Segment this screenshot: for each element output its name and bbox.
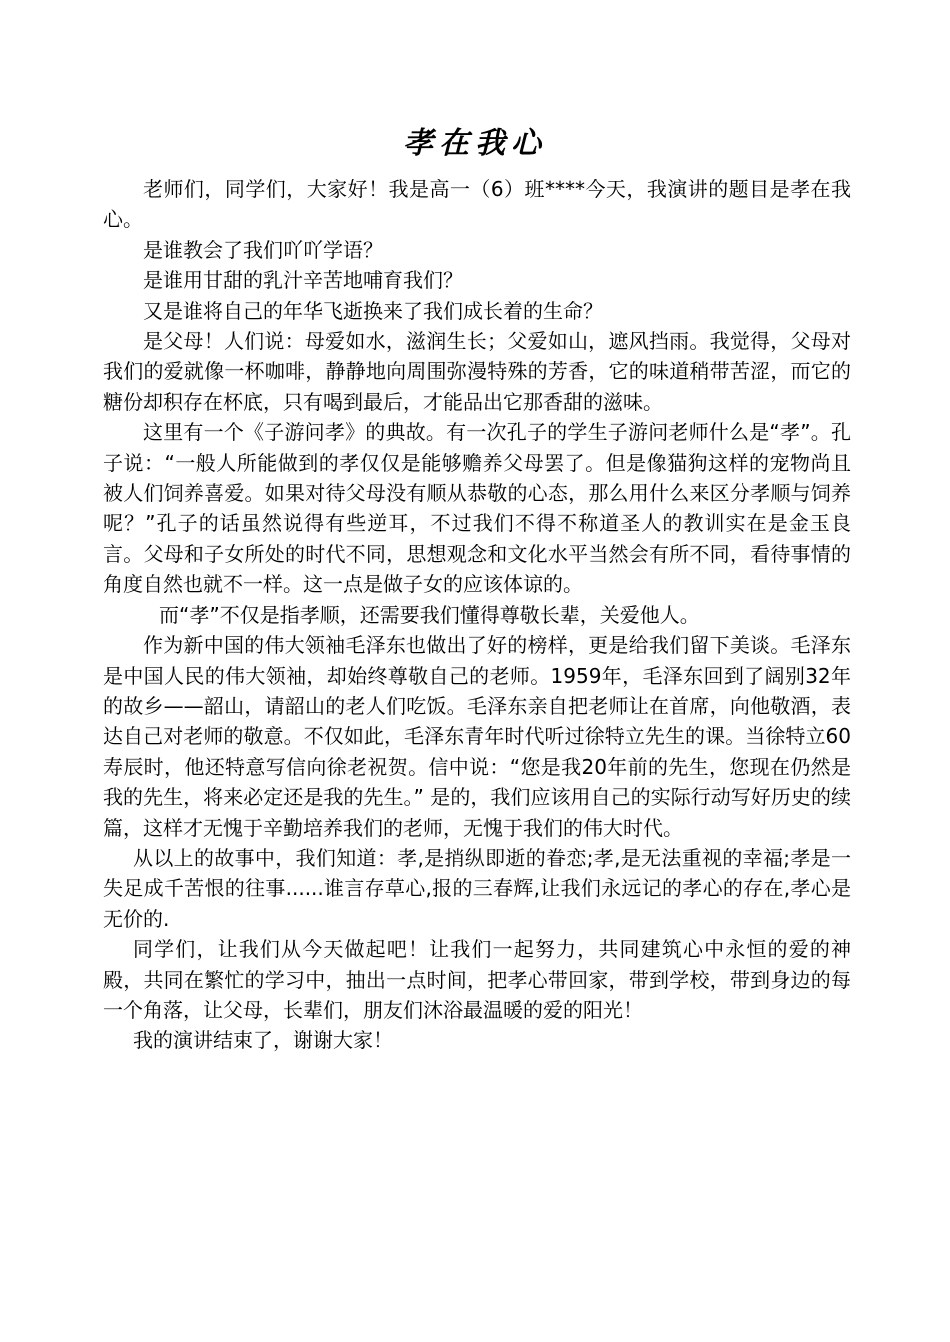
paragraph-call-to-action: 同学们，让我们从今天做起吧！让我们一起努力，共同建筑心中永恒的爱的神殿，共同在繁忙的学习中，抽出一点时间，把孝心带回家，带到学校，带到身边的每一个角落，让父母，长辈们，朋友们沐浴最温暖的爱的阳光！	[103, 937, 851, 1022]
document-body	[103, 174, 851, 1056]
paragraph-closing: 我的演讲结束了，谢谢大家！	[133, 1028, 393, 1053]
document-title: 孝在我心	[403, 126, 547, 161]
paragraph-question-2: 是谁用甘甜的乳汁辛苦地哺育我们？	[143, 268, 463, 293]
paragraph-question-3: 又是谁将自己的年华飞逝换来了我们成长着的生命？	[143, 298, 603, 323]
paragraph-ziyou-story: 这里有一个《子游问孝》的典故。有一次孔子的学生子游问老师什么是“孝”。孔子说：“一般人所能做到的孝仅仅是能够赡养父母罢了。但是像猫狗这样的宠物尚且被人们饲养喜爱。如果对待父母没有顺从恭敬的心态，那么用什么来区分孝顺与饲养呢？”孔子的话虽然说得有些逆耳，不过我们不得不称道圣人的教训实在是金玉良言。父母和子女所处的时代不同，思想观念和文化水平当然会有所不同，看待事情的角度自然也就不一样。这一点是做子女的应该体谅的。	[103, 420, 851, 597]
paragraph-respect-elders: 而“孝”不仅是指孝顺，还需要我们懂得尊敬长辈，关爱他人。	[159, 602, 700, 627]
paragraph-mao-story: 作为新中国的伟大领袖毛泽东也做出了好的榜样，更是给我们留下美谈。毛泽东是中国人民的伟大领袖，却始终尊敬自己的老师。1959年，毛泽东回到了阔别32年的故乡——韶山，请韶山的老人们吃饭。毛泽东亲自把老师让在首席，向他敬酒，表达自己对老师的敬意。不仅如此，毛泽东青年时代听过徐特立先生的课。当徐特立60寿辰时，他还特意写信向徐老祝贺。信中说：“您是我20年前的先生，您现在仍然是我的先生，将来必定还是我的先生。” 是的，我们应该用自己的实际行动写好历史的续篇，这样才无愧于辛勤培养我们的老师，无愧于我们的伟大时代。	[103, 633, 851, 840]
paragraph-parents-love: 是父母！人们说：母爱如水，滋润生长；父爱如山，遮风挡雨。我觉得，父母对我们的爱就像一杯咖啡，静静地向周围弥漫特殊的芳香，它的味道稍带苦涩，而它的糖份却积存在杯底，只有喝到最后，才能品出它那香甜的滋味。	[103, 329, 851, 414]
paragraph-lessons: 从以上的故事中，我们知道：孝,是捎纵即逝的眷恋;孝,是无法重视的幸福;孝是一失足成千苦恨的往事......谁言存草心,报的三春辉,让我们永远记的孝心的存在,孝心是无价的.	[103, 845, 851, 931]
paragraph-question-1: 是谁教会了我们吖吖学语？	[143, 237, 383, 262]
paragraph-greeting: 老师们，同学们，大家好！我是高一（6）班****今天，我演讲的题目是孝在我心。	[103, 177, 851, 232]
